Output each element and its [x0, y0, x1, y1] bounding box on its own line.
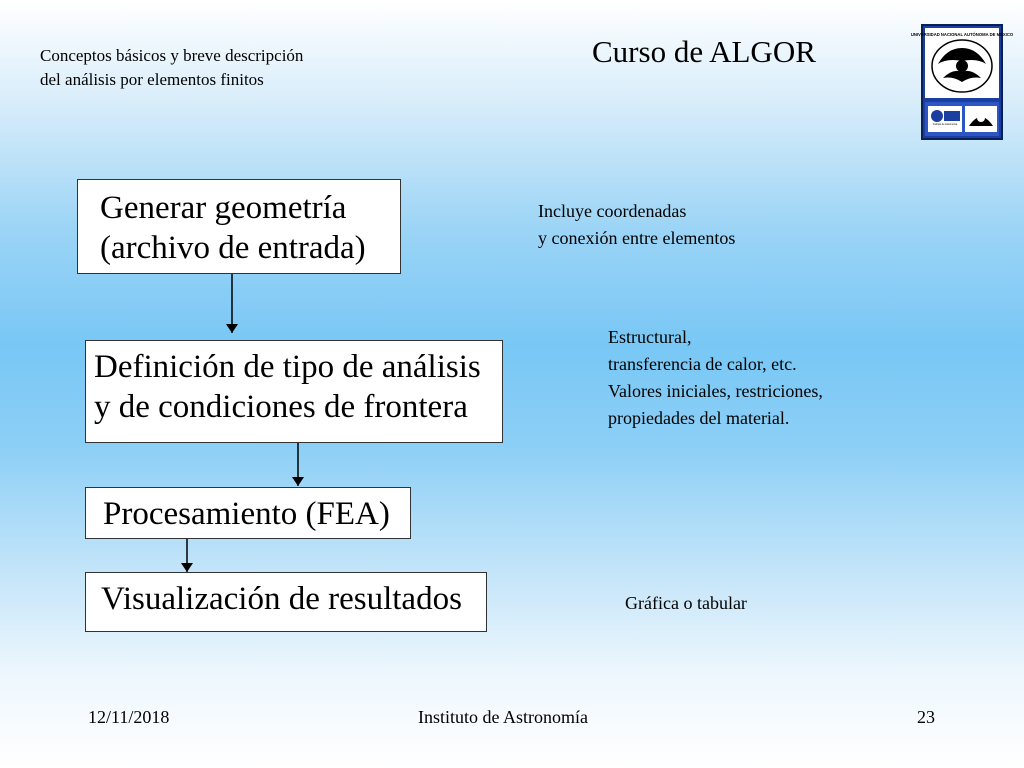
step-analysis-definition [85, 340, 503, 443]
step-1-line-1: Generar geometría [100, 190, 347, 226]
step-3-line-1: Procesamiento (FEA) [103, 496, 390, 532]
note-1-line-2: y conexión entre elementos [538, 228, 736, 248]
subtitle-line-2: del análisis por elementos finitos [40, 70, 264, 89]
footer-page-number: 23 [917, 707, 935, 727]
note-analysis [608, 324, 823, 432]
step-1-line-2: (archivo de entrada) [100, 230, 366, 266]
step-visualization [85, 572, 487, 632]
logo-bottom-abbr: UNAM [939, 127, 951, 131]
step-generate-geometry [77, 179, 401, 274]
subtitle-line-1: Conceptos básicos y breve descripción [40, 46, 304, 65]
note-visualization [625, 590, 747, 617]
note-2-line-2: transferencia de calor, etc. [608, 354, 797, 374]
footer-institution: Instituto de Astronomía [418, 707, 588, 727]
logo-top-text: UNIVERSIDAD NACIONAL AUTÓNOMA DE MÉXICO [910, 32, 1014, 37]
note-3-line-1: Gráfica o tabular [625, 593, 747, 613]
footer-date: 12/11/2018 [88, 707, 170, 727]
step-processing [85, 487, 411, 539]
logo-bottom-text: Instituto de Astronomía [932, 123, 958, 126]
note-2-line-4: propiedades del material. [608, 408, 790, 428]
note-2-line-1: Estructural, [608, 327, 692, 347]
step-4-line-1: Visualización de resultados [101, 581, 462, 617]
note-geometry [538, 198, 735, 252]
step-2-line-2: y de condiciones de frontera [94, 389, 468, 425]
step-2-line-1: Definición de tipo de análisis [94, 349, 481, 385]
note-1-line-1: Incluye coordenadas [538, 201, 687, 221]
note-2-line-3: Valores iniciales, restriciones, [608, 381, 823, 401]
course-title: Curso de ALGOR [592, 34, 816, 69]
